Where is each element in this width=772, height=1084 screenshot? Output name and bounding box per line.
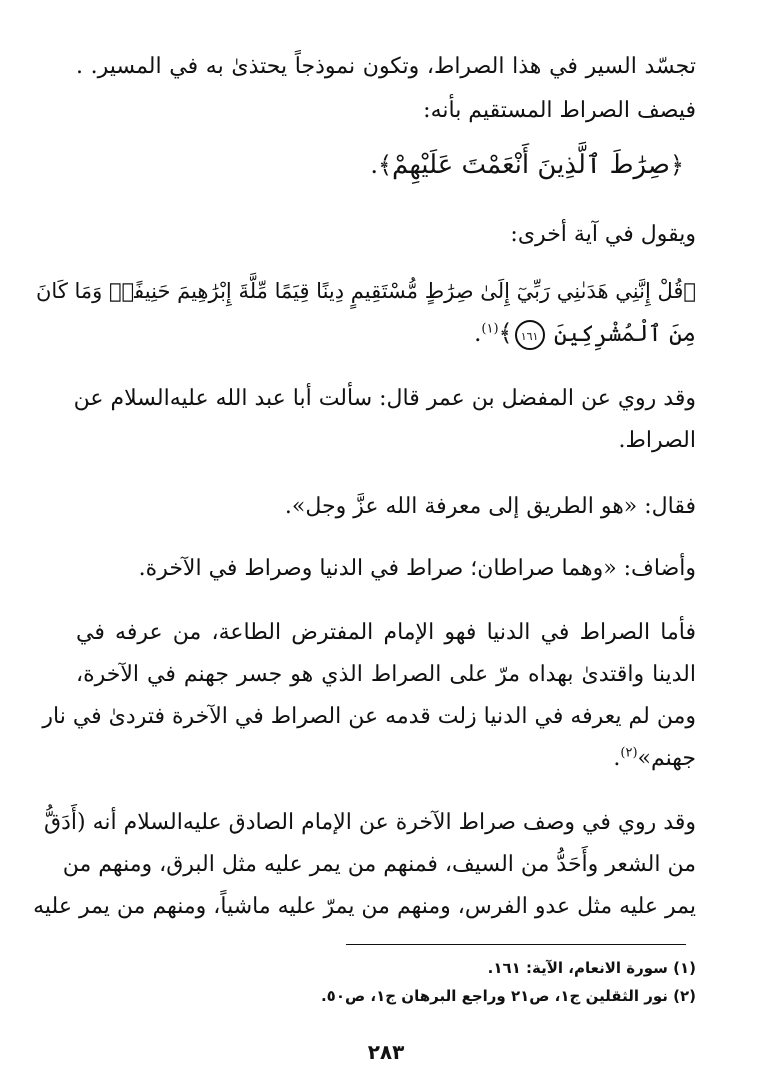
text-line: الصراط. xyxy=(618,428,696,453)
quran-verse-2-line-1: ﴿قُلْ إِنَّنِي هَدَىٰنِي رَبِّيٓ إِلَىٰ صِرَٰطٍ مُّسْتَقِيمٍ دِينًا قِيَمًا مِّلَّةَ إِبْرَٰهِيمَ حَنِيفًاۚ وَمَا كَانَ xyxy=(36,279,696,303)
footnote-2: (٢) نور الثقلين ج١، ص٢١ وراجع البرهان ج١، ص٥٠. xyxy=(320,987,696,1005)
text-line: ويقول في آية أخرى: xyxy=(510,222,696,247)
text-line: فيصف الصراط المستقيم بأنه: xyxy=(423,98,696,123)
footnote-ref: (٢) xyxy=(620,745,638,761)
footnote-divider xyxy=(346,944,686,945)
text-line: وقد روي عن المفضل بن عمر قال: سألت أبا عبد الله عليه‌السلام عن xyxy=(73,386,696,411)
footnote-1: (١) سورة الانعام، الآية: ١٦١. xyxy=(487,959,696,977)
text-line: ومن لم يعرفه في الدنيا زلت قدمه عن الصراط في الآخرة فتردىٰ في نار xyxy=(42,704,696,729)
text-line: فأما الصراط في الدنيا فهو الإمام المفترض الطاعة، من عرفه في xyxy=(76,620,696,645)
text-line: وقد روي في وصف صراط الآخرة عن الإمام الصادق عليه‌السلام أنه (أَدَقُّ xyxy=(44,810,696,835)
text-line: يمر عليه مثل عدو الفرس، ومنهم من يمرّ عليه ماشياً، ومنهم من يمر عليه xyxy=(33,894,696,919)
verse-end: . xyxy=(474,321,482,347)
verse-open-bracket: ﴿ xyxy=(669,151,684,179)
quran-verse-2-line-2 xyxy=(76,318,696,350)
text-line: فقال: «هو الطريق إلى معرفة الله عزَّ وجل». xyxy=(284,494,696,519)
text-line: من الشعر وأَحَدُّ من السيف، فمنهم من يمر عليه مثل البرق، ومنهم من xyxy=(62,852,696,877)
text-line xyxy=(76,744,696,774)
text-line: الدينا واقتدىٰ بهداه مرّ على الصراط الذي هو جسر جهنم في الآخرة، xyxy=(76,662,696,687)
ayah-number-marker: ١٦١ xyxy=(515,320,545,350)
quran-verse-1 xyxy=(64,150,684,180)
text-line: وأضاف: «وهما صراطان؛ صراط في الدنيا وصراط في الآخرة. xyxy=(138,556,696,581)
text-line: تجسّد السير في هذا الصراط، وتكون نموذجاً يحتذىٰ به في المسير. . xyxy=(76,54,696,79)
footnote-ref: (١) xyxy=(481,321,499,337)
text-span: جهنم» xyxy=(637,746,696,771)
verse-close-bracket: ﴾. xyxy=(370,151,393,179)
page-number: ٢٨٣ xyxy=(367,1040,405,1064)
verse-text: مِنَ ٱلْمُشْرِكِينَ xyxy=(553,321,696,347)
verse-text: صِرَٰطَ ٱلَّذِينَ أَنْعَمْتَ عَلَيْهِمْ xyxy=(392,150,670,180)
text-span: . xyxy=(613,746,621,771)
verse-close-bracket: ﴾ xyxy=(498,319,513,347)
